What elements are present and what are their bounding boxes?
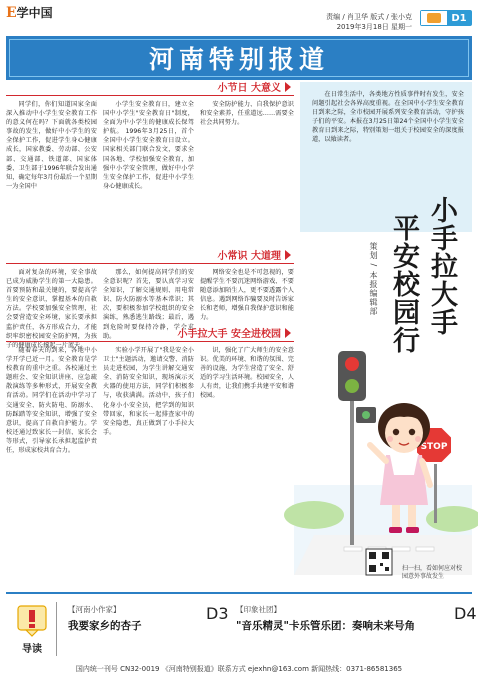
page-number: D1 — [447, 11, 471, 25]
masthead — [0, 0, 478, 34]
guide-item-1[interactable] — [68, 604, 142, 633]
section-heading-1-text: 小节日 大意义 — [217, 83, 281, 94]
badge-icon — [427, 13, 441, 23]
guide-item-2-tag: 【印象社团】 — [236, 605, 281, 614]
section1-column-1: 同学们，你们知道国家全面深入推动中小学生安全教育工作的意义何在吗？下面就各类校园事故的发生，做好中小学生的安全保护工作，促进学生身心健康成长，国家教委、劳动部、公安部、交通部、铁道部、国家体委、卫生部于1996年联合发出通知，确定每年3月份最后一个星期一为全国中 — [6, 101, 97, 190]
arrow-icon — [285, 328, 291, 338]
traffic-light-pole — [350, 395, 354, 545]
guide-badge — [12, 604, 52, 654]
guide-item-1-tag: 【河南小作家】 — [68, 605, 121, 614]
guide-item-1-title: 我要家乡的杏子 — [68, 620, 142, 632]
section1-column-2: 小学生安全教育日，建立全国中小学生"安全教育日"制度，全面为中小学生的健康成长保驾护航。 1996年3月25日，首个全国中小学生安全教育日设立。国家相关部门联合发文，要求全国各地、学校加强安全教育，加强中小学安全管理，做好中小学生安全保护工作，促进中小学生身心健康成长。 — [103, 101, 194, 190]
cartoon-illustration — [294, 335, 472, 575]
section2-column-2: 那么，如何提高同学们的安全意识呢？首先，要认真学习安全知识，了解交通规则、用电常识、防火防溺水等基本常识；其次，要积极参加学校组织的安全演练，熟悉逃生路线；最后，遇到危险时要保持冷静，学会求助。 — [103, 269, 194, 340]
guide-item-2-title: "音乐精灵"卡乐管乐团：奏响未来号角 — [236, 620, 415, 632]
date-line: 2019年3月18日 星期一 — [336, 23, 412, 31]
guide-icon — [12, 604, 52, 638]
guide-item-2-page: D4 — [454, 604, 477, 623]
section-heading-1 — [6, 80, 294, 96]
bush-icon — [284, 501, 344, 529]
page-number-badge — [420, 10, 472, 26]
section1-column-3: 安全防护能力、自我保护意识和安全素养，任重道远……需要全社会共同努力。 — [200, 101, 294, 127]
guide-label: 导读 — [22, 644, 42, 655]
guide-section — [6, 592, 477, 662]
page-title: 河南特别报道 — [148, 45, 329, 74]
section-heading-3-text: 小手拉大手 安全进校园 — [177, 329, 281, 340]
section2-column-3: 网络安全也是不可忽视的，要提醒学生不要沉迷网络游戏、不要随意添加陌生人，更不要透露个人信息。遇到网络诈骗要及时告诉家长和老师，增强自我保护意识和能力。 — [200, 269, 294, 322]
section-heading-3 — [6, 326, 294, 342]
section3-column-3: 识，强化了广大师生的安全意识。优美的环境、和谐的氛围、完善的设施，为学生营造了安全、舒适的学习生活环境。校园安全，人人有责，让我们携手共建平安和谐校园。 — [200, 347, 294, 400]
footer-info: 国内统一刊号 CN32-0019 《河南特别报道》联系方式 ejexhn@163.com 新闻热线：0371-86581365 — [75, 665, 403, 673]
guide-item-2[interactable] — [236, 604, 415, 633]
title-banner — [6, 36, 472, 80]
guide-item-1-page: D3 — [206, 604, 229, 623]
section-heading-2-text: 小常识 大道理 — [217, 251, 281, 262]
stop-sign-lettering: STOP — [420, 442, 448, 452]
arrow-icon — [285, 250, 291, 260]
arrow-icon — [285, 82, 291, 92]
section3-column-2: 实验小学开展了"我是安全小卫士"主题活动，邀请交警、消防员走进校园，为学生讲解交通安全、消防安全知识，现场演示灭火器的使用方法，同学们积极参与，收获满满。活动中，孩子们化身小小安全员，把学到的知识带回家，和家长一起排查家中的安全隐患，真正做到了小手拉大手。 — [103, 347, 194, 436]
brand-name: 学中国 — [16, 6, 53, 20]
vertical-title-line-2: 平安校园行 — [388, 214, 419, 354]
section2-column-1: 面对复杂的环境，安全事故已成为威胁学生的第一大隐患。首要预防和最关键的，要提高学生的安全意识，掌握基本的自救方法。学校要加强安全管理，社会要营造安全环境，家长要承担监护责任，各方形成合力，才能织牢织密校园安全防护网，为孩子的健康成长撑起一片蓝天。 — [6, 269, 97, 349]
vertical-subtitle: 策划 / 本报编辑部 — [369, 242, 378, 316]
editor-line: 责编 / 肖卫华 版式 / 张小克 — [326, 13, 412, 21]
qr-caption: 扫一扫，看如何应对校园意外事故发生 — [402, 565, 463, 580]
brand-prefix: E — [6, 5, 17, 21]
section3-column-1: 随着春天的到来，各地中小学开学已近一月。安全教育是学校教育的重中之重。各校通过主题班会、安全知识讲座、应急疏散演练等多种形式，开展安全教育活动。同学们在活动中学习了交通安全、防火防电、防溺水、防踩踏等安全知识，增强了安全意识，提高了自救自护能力。学校还通过致家长一封信、家长会等形式，引导家长承担起监护责任，形成家校共育合力。 — [6, 347, 97, 455]
vertical-title-line-1: 小手拉大手 — [426, 196, 457, 336]
section-heading-2 — [6, 248, 294, 264]
qr-code-icon — [366, 549, 392, 575]
publication-brand — [6, 4, 53, 21]
divider — [56, 602, 57, 656]
intro-text: 在日常生活中，各类地方性质事件时有发生，安全问题引起社会各界高度重视。在全国中小学生安全教育日到来之际，全市校园开展系列安全教育活动，守护孩子们的平安。本报在3月25日第24个全国中小学生安全教育日到来之际，特别策划一组关于校园安全的深度报道，以飨读者。 — [312, 91, 464, 144]
